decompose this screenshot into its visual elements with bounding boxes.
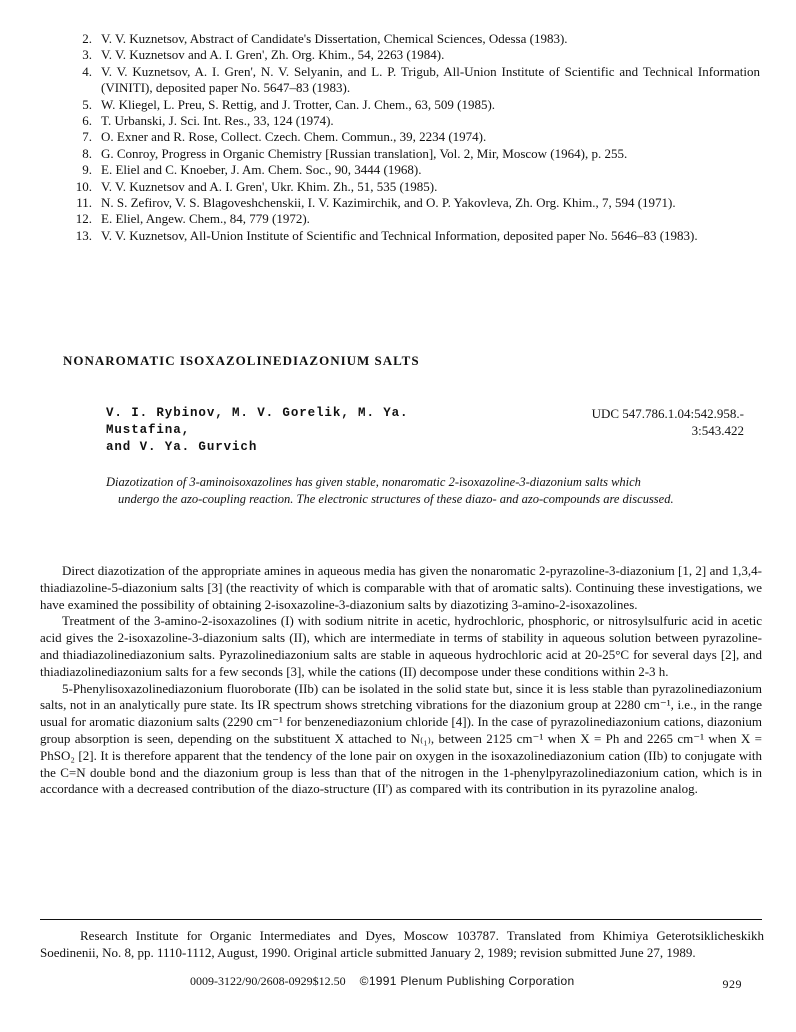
reference-item xyxy=(40,129,760,145)
udc-classification xyxy=(524,405,744,439)
reference-number: 3. xyxy=(82,47,92,63)
reference-number: 5. xyxy=(82,96,92,112)
reference-text: G. Conroy, Progress in Organic Chemistry [Russian translation], Vol. 2, Mir, Moscow (1964), p. 255. xyxy=(101,145,628,161)
reference-text: O. Exner and R. Rose, Collect. Czech. Chem. Commun., 39, 2234 (1974). xyxy=(101,129,487,145)
reference-number: 2. xyxy=(82,31,92,46)
reference-item xyxy=(40,228,760,244)
reference-text: T. Urbanski, J. Sci. Int. Res., 33, 124 (1974). xyxy=(101,113,334,129)
reference-text: V. V. Kuznetsov, All-Union Institute of Scientific and Technical Information, deposited paper No. 5646–83 (1983). xyxy=(101,227,698,243)
reference-text: V. V. Kuznetsov and A. I. Gren', Zh. Org. Khim., 54, 2263 (1984). xyxy=(101,47,445,63)
reference-text: N. S. Zefirov, V. S. Blagoveshchenskii, I. V. Kazimirchik, and O. P. Yakovleva, Zh. Org. Khim., 7, 594 (1971). xyxy=(101,195,676,211)
footnote-divider xyxy=(40,919,762,920)
article-body xyxy=(40,563,762,798)
body-paragraph: Direct diazotization of the appropriate amines in aqueous media has given the nonaromatic 2-pyrazoline-3-diazonium [1, 2] and 1,3,4-thiadiazoline-5-diazonium salts [3] (the reactivity of which is comparable with that of aromatic salts). Continuing these investigations, we have examined the possibility of obtaining 2-isoxazoline-3-diazonium salts by diazotizing 3-amino-2-isoxazolines. xyxy=(40,563,762,612)
page-number: 929 xyxy=(722,977,742,991)
abstract xyxy=(106,474,706,508)
abstract-line: Diazotization of 3-aminoisoxazolines has given stable, nonaromatic 2-isoxazoline-3-diazonium salts which xyxy=(106,475,641,489)
reference-number: 11. xyxy=(76,195,92,211)
reference-text: E. Eliel, Angew. Chem., 84, 779 (1972). xyxy=(101,211,310,227)
reference-number: 9. xyxy=(82,162,92,178)
copyright-notice: ©1991 Plenum Publishing Corporation xyxy=(359,974,575,988)
abstract-continuation: undergo the azo-coupling reaction. The electronic structures of these diazo- and azo-compounds are discussed. xyxy=(118,492,674,506)
reference-item xyxy=(40,31,760,47)
reference-number: 4. xyxy=(82,63,92,79)
reference-item xyxy=(40,64,760,97)
reference-number: 10. xyxy=(75,178,92,194)
authors-line: and V. Ya. Gurvich xyxy=(106,440,258,454)
reference-text: V. V. Kuznetsov and A. I. Gren', Ukr. Khim. Zh., 51, 535 (1985). xyxy=(101,178,438,194)
reference-text: V. V. Kuznetsov, Abstract of Candidate's Dissertation, Chemical Sciences, Odessa (1983). xyxy=(101,31,568,46)
reference-item xyxy=(40,97,760,113)
authors-line: V. I. Rybinov, M. V. Gorelik, M. Ya. Mustafina, xyxy=(106,406,409,437)
reference-number: 12. xyxy=(75,211,92,227)
reference-item xyxy=(40,179,760,195)
reference-number: 13. xyxy=(75,227,92,243)
reference-item xyxy=(40,211,760,227)
footnote xyxy=(40,927,764,961)
reference-item xyxy=(40,113,760,129)
reference-text: V. V. Kuznetsov, A. I. Gren', N. V. Selyanin, and L. P. Trigub, All-Union Institute of Scientific and Technical Information (VINITI), deposited paper No. 5647–83 (1983). xyxy=(101,63,760,96)
udc-line: 3:543.422 xyxy=(691,423,744,438)
reference-list xyxy=(40,31,760,244)
reference-text: E. Eliel and C. Knoeber, J. Am. Chem. Soc., 90, 3444 (1968). xyxy=(101,162,422,178)
reference-number: 6. xyxy=(82,113,92,129)
reference-item xyxy=(40,195,760,211)
reference-number: 7. xyxy=(82,129,92,145)
footnote-text: Research Institute for Organic Intermediates and Dyes, Moscow 103787. Translated from Khimiya Geterotsiklicheskikh Soedinenii, No. 8, pp. 1110-1112, August, 1990. Original article submitted January 2, 1989; revision submitted June 27, 1989. xyxy=(40,928,764,960)
issn-code: 0009-3122/90/2608-0929$12.50 xyxy=(190,974,346,988)
article-title: NONAROMATIC ISOXAZOLINEDIAZONIUM SALTS xyxy=(63,353,420,368)
reference-number: 8. xyxy=(82,145,92,161)
body-paragraph: Treatment of the 3-amino-2-isoxazolines (I) with sodium nitrite in acetic, hydrochloric, phosphoric, or nitrosylsulfuric acid in acetic acid gives the 2-isoxazoline-3-diazonium salts (II), which are intermediate in terms of stability in aqueous solution between pyrazoline- and thiadiazolinediazonium salts. Pyrazolinediazonium salts are stable in aqueous hydrochloric acid at 20-25°C for several days [2], and thiadiazolinediazonium salts for a few seconds [3], while the cations (II) decompose under these conditions within 2-3 h. xyxy=(40,613,762,679)
reference-item xyxy=(40,47,760,63)
udc-line: UDC 547.786.1.04:542.958.- xyxy=(591,406,744,421)
reference-item xyxy=(40,162,760,178)
body-paragraph: 5-Phenylisoxazolinediazonium fluoroborate (IIb) can be isolated in the solid state but, since it is less stable than pyrazolinediazonium salts, not in an analytically pure state. Its IR spectrum shows stretching vibrations for the diazonium group at 2280 cm⁻¹, i.e., in the range usual for aromatic diazonium salts (2290 cm⁻¹ for benzenediazonium chloride [4]). In the case of pyrazolinediazonium cations, diazonium group absorption is seen, depending on the substituent X attached to N₍₁₎, between 2125 cm⁻¹ when X = Ph and 2265 cm⁻¹ when X = PhSO₂ [2]. It is therefore apparent that the tendency of the lone pair on oxygen in the isoxazolinediazonium cation (IIb) to conjugate with the C=N double bond and the diazonium group is less than that of the nitrogen in the 1-phenylpyrazolinediazonium cation, which is in accordance with a decreased contribution of the diazo-structure (II') as compared with its contribution in its pyrazoline analog. xyxy=(40,680,762,797)
reference-text: W. Kliegel, L. Preu, S. Rettig, and J. Trotter, Can. J. Chem., 63, 509 (1985). xyxy=(101,96,496,112)
reference-item xyxy=(40,146,760,162)
author-block xyxy=(106,405,486,456)
publication-info xyxy=(190,974,574,989)
